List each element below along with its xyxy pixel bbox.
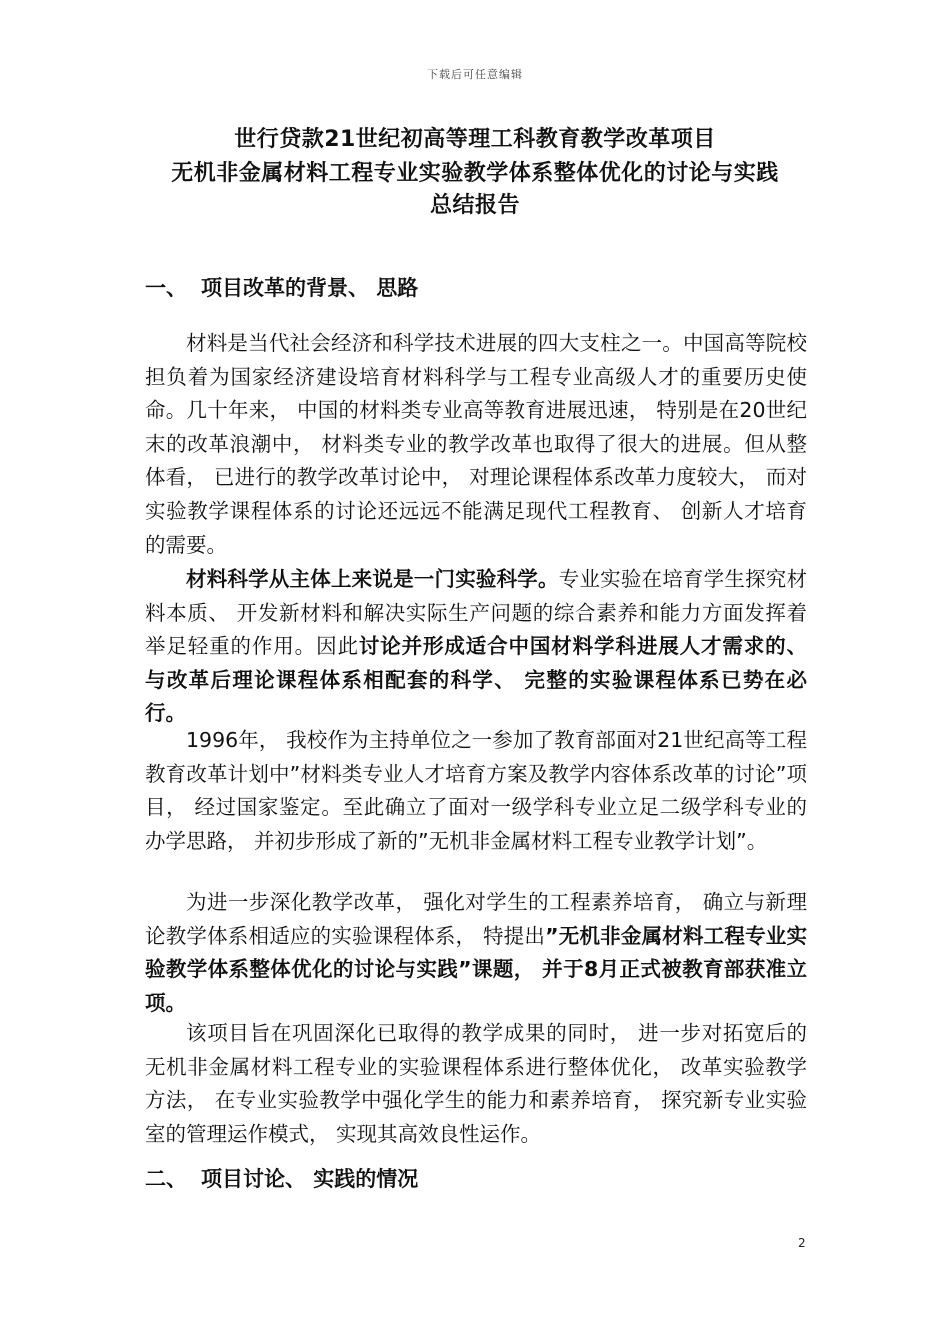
bold-text: ”无机非金属材料工程专业实验教学体系整体优化的讨论与实践”课题， 并于8月正式被教育部获准立项。 (145, 923, 807, 1015)
header-note: 下载后可任意编辑 (427, 68, 523, 81)
section-number: 一、 (145, 276, 187, 300)
section-heading-2 (145, 1163, 418, 1193)
title-line-2: 无机非金属材料工程专业实验教学体系整体优化的讨论与实践 (171, 161, 779, 186)
section-title: 项目讨论、 实践的情况 (201, 1167, 419, 1191)
paragraph-text: 1996年， 我校作为主持单位之一参加了教育部面对21世纪高等工程教育改革计划中”材料类专业人才培育方案及教学内容体系改革的讨论”项目， 经过国家鉴定。至此确立了面对一级学科专业立足二级学科专业的办学思路， 并初步形成了新的”无机非金属材料工程专业教学计划”。 (145, 728, 807, 853)
paragraph-text: 为进一步深化教学改革， 强化对学生的工程素养培育， 确立与新理论教学体系相适应的实验课程体系， 特提出 (145, 890, 807, 948)
bold-text: 讨论并形成适合中国材料学科进展人才需求的、 与改革后理论课程体系相配套的科学、 完整的实验课程体系已势在必行。 (145, 634, 808, 726)
section-number: 二、 (145, 1167, 187, 1191)
title-line-3: 总结报告 (429, 193, 520, 218)
page-number: 2 (798, 1236, 806, 1250)
paragraph-5 (145, 1017, 807, 1151)
section-title: 项目改革的背景、 思路 (201, 276, 419, 300)
paragraph-text: 材料是当代社会经济和科学技术进展的四大支柱之一。中国高等院校担负着为国家经济建设培育材料科学与工程专业高级人才的重要历史使命。几十年来， 中国的材料类专业高等教育进展迅速， 特别是在20世纪末的改革浪潮中， 材料类专业的教学改革也取得了很大的进展。但从整体看， 已进行的教学改革讨论中， 对理论课程体系改革力度较大， 而对实验教学课程体系的讨论还远远不能满足现代工程教育、 创新人才培育的需要。 (145, 331, 807, 557)
paragraph-text: 该项目旨在巩固深化已取得的教学成果的同时， 进一步对拓宽后的无机非金属材料工程专业的实验课程体系进行整体优化， 改革实验教学方法， 在专业实验教学中强化学生的能力和素养培育， 探究新专业实验室的管理运作模式， 实现其高效良性运作。 (145, 1021, 807, 1146)
title-line-1: 世行贷款21世纪初高等理工科教育教学改革项目 (234, 127, 716, 152)
bold-text: 材料科学从主体上来说是一门实验科学。 (186, 567, 559, 591)
paragraph-1 (145, 327, 807, 562)
paragraph-text: 专业实验在培育学生探究材料本质、 开发新材料和解决实际生产问题的综合素养和能力方面发挥着举足轻重的作用。因此 (145, 567, 808, 659)
paragraph-3 (145, 724, 807, 858)
paragraph-4 (145, 886, 807, 1020)
section-heading-1 (145, 272, 418, 302)
paragraph-2 (145, 563, 807, 731)
